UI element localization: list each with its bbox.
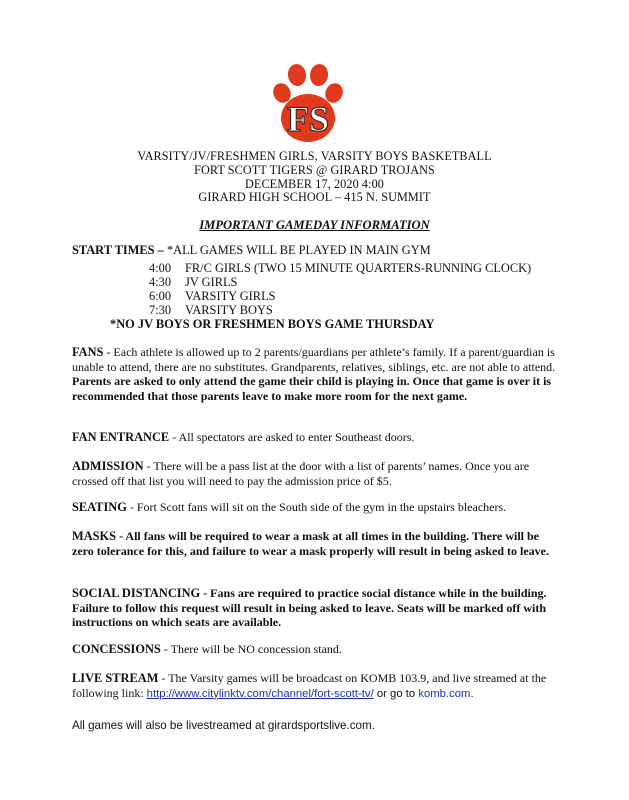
fans-bold-text: Parents are asked to only attend the game their child is playing in. Once that game is over it is recommended that those parents leave to make more room for the next game.: [72, 374, 552, 403]
admission-text: - There will be a pass list at the door with a list of parents’ names. Once you are crossed off that list you will need to pay the admission price of $5.: [72, 459, 530, 488]
masks-text: - All fans will be required to wear a mask at all times in the building. There will be zero tolerance for this, and failure to wear a mask properly will result in being asked to leave.: [72, 529, 549, 558]
livestream-heading: LIVE STREAM: [72, 671, 159, 685]
game-time: 4:00: [149, 261, 172, 275]
game-name: VARSITY GIRLS: [185, 288, 276, 303]
game-time-row: [149, 304, 531, 318]
svg-text:FS: FS: [286, 99, 330, 139]
game-time: 6:00: [149, 288, 172, 303]
social-distancing-section: [72, 586, 562, 630]
game-time: 7:30: [149, 302, 172, 317]
distancing-heading: SOCIAL DISTANCING: [72, 586, 201, 600]
seating-heading: SEATING: [72, 500, 127, 514]
game-name: VARSITY BOYS: [185, 302, 273, 317]
citylinktv-link[interactable]: http://www.citylinktv.com/channel/fort-scott-tv/: [146, 687, 374, 700]
game-name: JV GIRLS: [185, 274, 238, 289]
important-heading: IMPORTANT GAMEDAY INFORMATION: [199, 218, 430, 232]
concessions-heading: CONCESSIONS: [72, 642, 161, 656]
entrance-heading: FAN ENTRANCE: [72, 430, 170, 444]
masks-heading: MASKS: [72, 529, 117, 543]
paw-print-logo: [267, 63, 349, 145]
start-times-line: [72, 244, 431, 258]
header-line-matchup: FORT SCOTT TIGERS @ GIRARD TROJANS: [194, 162, 435, 177]
game-time: 4:30: [149, 274, 172, 289]
distancing-text: - Fans are required to practice social distance while in the building. Failure to follow this request will result in being asked to leave. Seats will be marked off with instructions on which seats are available.: [72, 586, 547, 629]
seating-text: - Fort Scott fans will sit on the South side of the gym in the upstairs bleachers.: [126, 500, 507, 514]
concessions-text: - There will be NO concession stand.: [160, 642, 342, 656]
game-time-row: [149, 290, 531, 304]
event-header: [0, 150, 629, 205]
game-time-row: [149, 276, 531, 290]
game-time-row: [149, 262, 531, 276]
game-name: FR/C GIRLS (TWO 15 MINUTE QUARTERS-RUNNING CLOCK): [185, 261, 532, 275]
fan-entrance-section: [72, 430, 562, 445]
entrance-text: - All spectators are asked to enter Southeast doors.: [169, 430, 415, 444]
no-jv-boys-note: *NO JV BOYS OR FRESHMEN BOYS GAME THURSDAY: [110, 317, 435, 331]
start-times-note: *ALL GAMES WILL BE PLAYED IN MAIN GYM: [163, 243, 431, 257]
livestream-period: .: [470, 687, 474, 700]
livestream-or-text: or go to: [373, 687, 419, 700]
header-line-location: GIRARD HIGH SCHOOL – 415 N. SUMMIT: [198, 190, 431, 205]
admission-heading: ADMISSION: [72, 459, 144, 473]
game-times-list: [149, 262, 531, 318]
fans-heading: FANS: [72, 345, 104, 359]
livestream-text: - The Varsity games will be broadcast on KOMB 103.9, and live streamed at the following link:: [72, 671, 547, 700]
livestream-footer-note: All games will also be livestreamed at girardsportslive.com.: [72, 719, 375, 732]
concessions-section: [72, 642, 562, 657]
header-line-teams: VARSITY/JV/FRESHMEN GIRLS, VARSITY BOYS BASKETBALL: [137, 149, 492, 163]
fans-text: - Each athlete is allowed up to 2 parents/guardians per athlete’s family. If a parent/guardian is unable to attend, there are no substitutes. Grandparents, relatives, siblings, etc. are not able to attend.: [72, 345, 556, 374]
header-line-date: DECEMBER 17, 2020 4:00: [245, 176, 384, 191]
live-stream-section: [72, 671, 562, 701]
start-times-label: START TIMES –: [72, 243, 164, 257]
fans-section: [72, 345, 562, 403]
masks-section: [72, 529, 562, 558]
komb-link[interactable]: komb.com: [418, 687, 471, 700]
admission-section: [72, 459, 562, 488]
seating-section: [72, 500, 562, 515]
